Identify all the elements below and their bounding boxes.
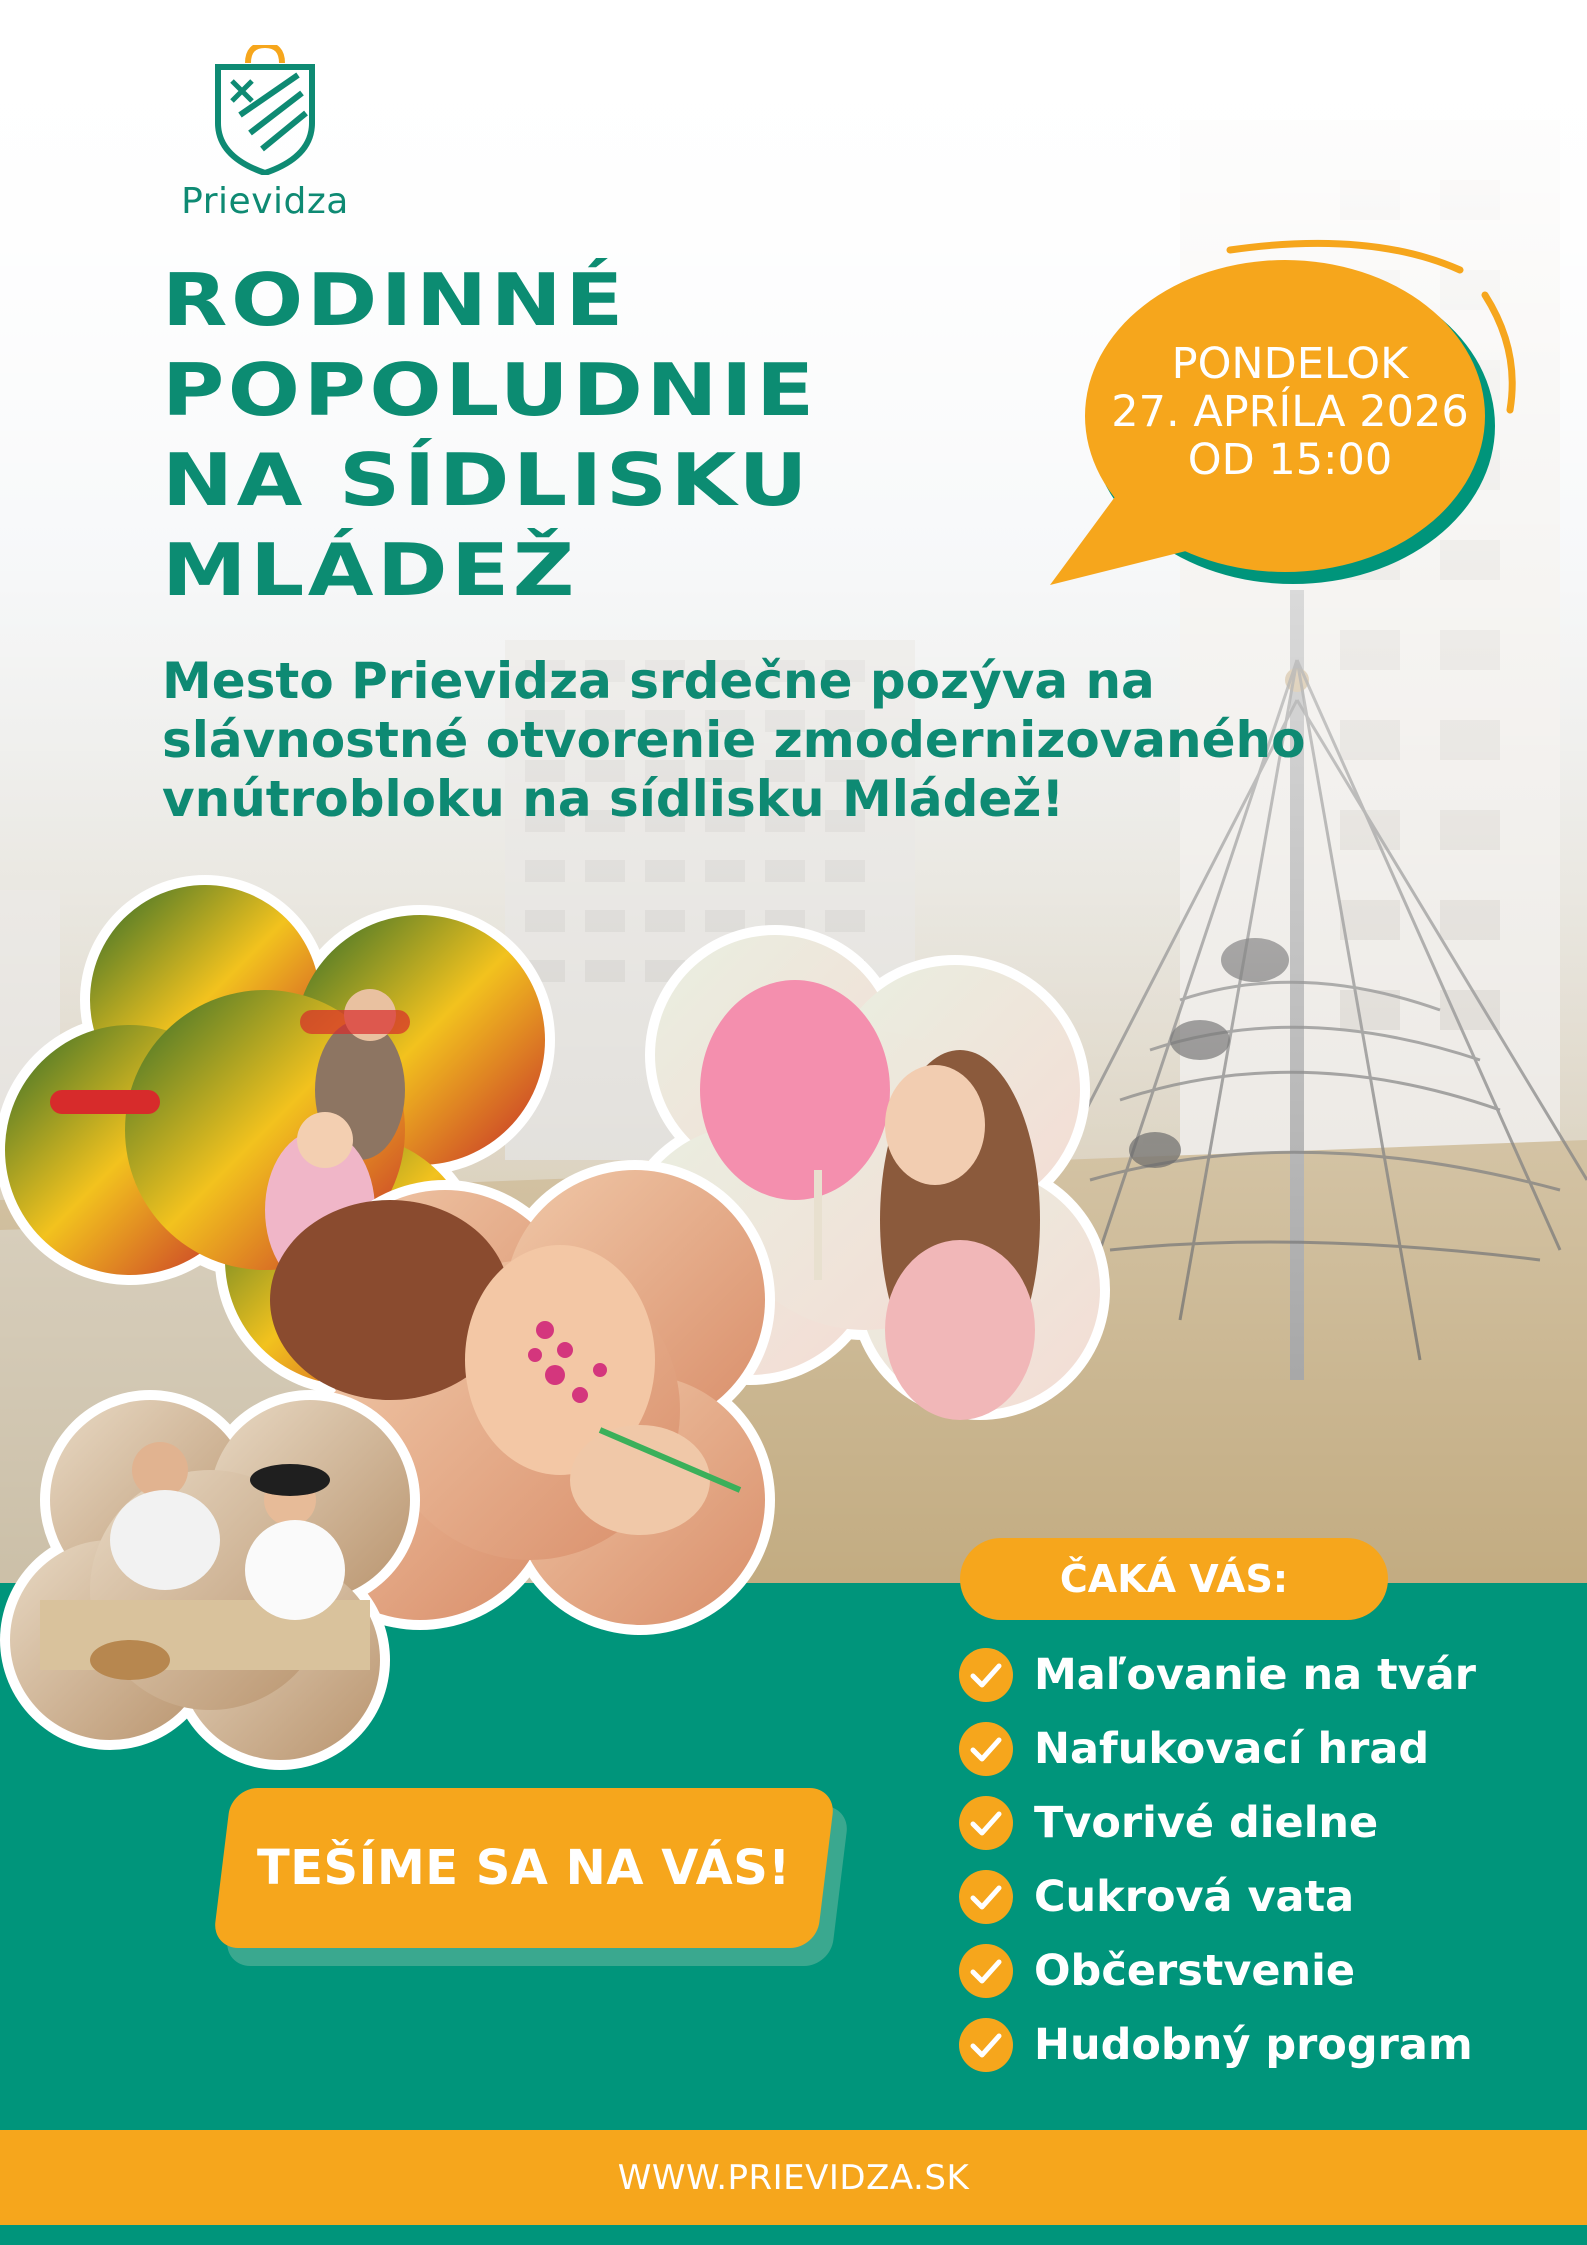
invitation-text [162,652,1412,829]
event-title-line: MLÁDEŽ [162,528,578,612]
offer-label: Tvorivé dielne [1034,1798,1379,1848]
offer-label: Občerstvenie [1034,1946,1356,1996]
offer-label: Maľovanie na tvár [1034,1650,1476,1700]
creative-workshop-photo [0,1390,420,1770]
offer-label: Nafukovací hrad [1034,1724,1430,1774]
check-circle-icon [958,1721,1014,1777]
check-circle-icon [958,1647,1014,1703]
event-time: OD 15:00 [1187,435,1393,485]
event-title-line: NA SÍDLISKU [162,438,811,522]
list-item [958,2008,1476,2082]
event-title-line: RODINNÉ [162,258,627,342]
list-item [958,1860,1476,1934]
offers-heading: ČAKÁ VÁS: [960,1538,1388,1620]
event-day: PONDELOK [1171,339,1409,389]
offer-label: Hudobný program [1034,2020,1473,2070]
list-item [958,1638,1476,1712]
event-date: 27. APRÍLA 2026 [1111,387,1469,437]
check-circle-icon [958,1795,1014,1851]
invitation-line: slávnostné otvorenie zmodernizovaného [162,711,1306,769]
photo-collage [0,870,1120,1790]
list-item [958,1712,1476,1786]
check-circle-icon [958,1869,1014,1925]
footer-bar [0,2130,1587,2225]
website-link[interactable]: WWW.PRIEVIDZA.SK [617,2157,970,2198]
logo-wordmark: Prievidza [181,181,349,222]
city-crest-icon [210,45,320,175]
check-circle-icon [958,1943,1014,1999]
list-item [958,1934,1476,2008]
cta-badge [212,1788,836,1948]
check-circle-icon [958,2017,1014,2073]
invitation-line: Mesto Prievidza srdečne pozýva na [162,652,1155,710]
event-title-line: POPOLUDNIE [162,348,818,432]
invitation-line: vnútrobloku na sídlisku Mládež! [162,770,1065,828]
offers-list [958,1638,1476,2082]
offer-label: Cukrová vata [1034,1872,1355,1922]
event-date-time [1070,340,1510,484]
list-item [958,1786,1476,1860]
event-title [162,255,818,615]
bottom-strip [0,2225,1587,2245]
cta-label: TEŠÍME SA NA VÁS! [257,1840,791,1896]
prievidza-logo [170,45,360,222]
